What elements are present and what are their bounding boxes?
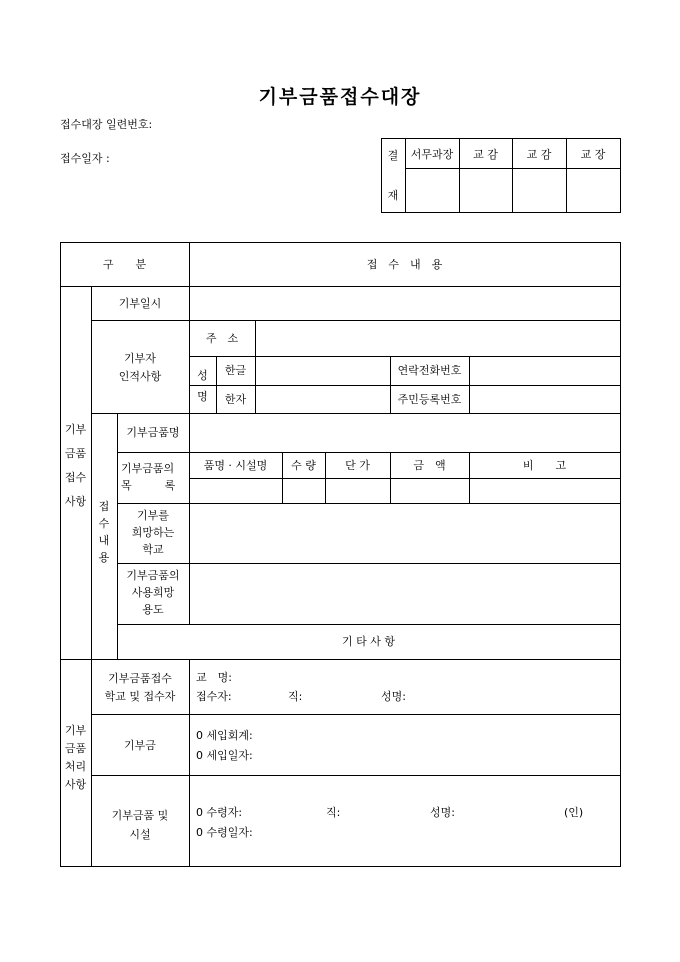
list-header-remarks: 비 고 [522,459,567,472]
approval-role: 서무과장 [410,148,454,161]
hangul-label: 한글 [224,364,247,377]
donation-date-label: 기부일시 [118,297,162,310]
approval-label-bottom: 재 [387,189,399,202]
address-label: 주 소 [205,332,239,345]
reception-group-label: 기부 금품 접수 사항 [64,423,87,508]
list-header-unit-price: 단 가 [345,459,370,472]
approval-role: 교 감 [473,148,498,161]
recipient-position-label: 직: [326,806,341,819]
receiver-label: 접수자: [196,690,232,703]
other-notes-label: 기 타 사 항 [342,635,395,648]
donation-money-label: 기부금 [124,739,156,752]
item-list-label: 기부금품의 목 록 [121,462,176,492]
donor-info-label: 기부자 인적사항 [118,352,162,383]
receiver-position-label: 직: [288,690,303,703]
receiver-name-label: 성명: [381,690,406,703]
revenue-account-label: 0 세입회계: [196,729,253,742]
recipient-label: 0 수령자: [196,806,243,819]
name-label: 성 명 [197,369,208,403]
list-header-name: 품명 · 시설명 [203,459,268,472]
list-header-quantity: 수 량 [291,459,316,472]
approval-role: 교 장 [580,148,606,161]
header-category: 구 분 [102,258,147,271]
goods-facility-label: 기부금품 및 시설 [111,809,169,841]
desired-use-label: 기부금품의 사용희망 용도 [126,569,180,616]
recipient-date-label: 0 수령일자: [196,826,253,839]
school-name-label: 교 명: [196,671,232,684]
list-header-amount: 금 액 [413,459,446,472]
item-name-label: 기부금품명 [126,426,180,439]
seal-mark: (인) [564,806,584,819]
processing-group-label: 기부 금품 처리 사항 [64,724,87,791]
recipient-name-label: 성명: [430,806,455,819]
serial-number-label: 접수대장 일련번호: [60,118,153,131]
receiving-school-label: 기부금품접수 학교 및 접수자 [104,672,176,703]
document-title: 기부금품접수대장 [258,86,422,108]
revenue-date-label: 0 세입일자: [196,749,253,762]
approval-role: 교 감 [526,148,552,161]
approval-label-top: 결 [387,149,399,162]
desired-school-label: 기부를 희망하는 학교 [131,509,175,556]
receipt-date-label: 접수일자 : [60,152,110,165]
content-group-label: 접 수 내 용 [98,500,110,564]
header-content: 접 수 내 용 [366,258,443,271]
hanja-label: 한자 [224,393,247,406]
phone-label: 연락전화번호 [397,364,462,377]
resident-number-label: 주민등록번호 [397,393,462,406]
